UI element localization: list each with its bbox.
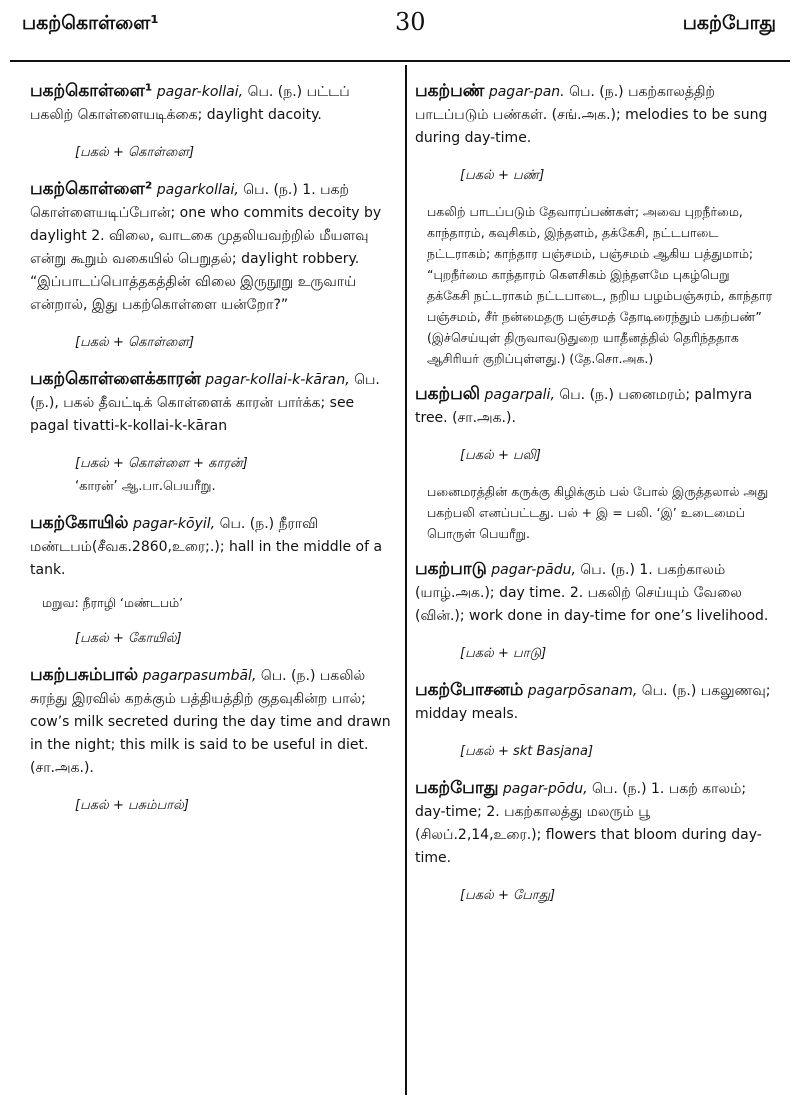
- definition: பெ. (ந.) பகற்காலத்திற் பாடப்படும் பண்கள். (சங்.அக.); melodies to be sung during day-time.: [415, 84, 768, 146]
- entry: [415, 558, 775, 665]
- transliteration: pagarpōsanam,: [527, 683, 638, 699]
- headword: பகற்பாடு: [415, 559, 487, 579]
- running-head-left: பகற்கொள்ளை¹: [22, 12, 159, 34]
- transliteration: pagarkollai,: [156, 182, 239, 198]
- definition: பெ. (ந.) 1. பகற் காலம்; day-time; 2. பகற்காலத்து மலரும் பூ (சிலப்.2,14,உரை.); flowers that bloom during day-time.: [415, 781, 762, 866]
- transliteration: pagar-kōyil,: [132, 516, 216, 532]
- definition: பெ. (ந.) பகலுணவு; midday meals.: [415, 683, 771, 722]
- page-header: [0, 0, 800, 62]
- transliteration: pagarpasumbāl,: [142, 668, 257, 684]
- headword: பகற்கொள்ளைக்காரன்: [30, 369, 201, 389]
- etymology: [பகல் + போது]: [460, 888, 556, 903]
- running-head-right: பகற்போது: [682, 12, 776, 34]
- headword: பகற்பலி: [415, 384, 481, 404]
- etymology: [75, 452, 395, 498]
- entry: [30, 178, 395, 354]
- header-rule: [10, 60, 790, 62]
- transliteration: pagar-kollai,: [156, 84, 244, 100]
- definition: பெ. (ந.) நீராவி மண்டபம்(சீவக.2860,உரை;.); hall in the middle of a tank.: [30, 516, 383, 578]
- explanatory-note: பகலிற் பாடப்படும் தேவாரப்பண்கள்; அவை புறநீர்மை, காந்தாரம், கவுசிகம், இந்தளம், தக்கேசி, நட்டபாடை நட்டராகம்; காந்தார பஞ்சமம், பஞ்சமம் ஆகிய பத்துமாம்; “புறநீர்மை காந்தாரம் கௌசிகம் இந்தளமே புகழ்பெறு தக்கேசி நட்டராகம் நட்டபாடை, நறிய பழம்பஞ்சுரம், காந்தார பஞ்சமம், சீர் நன்மைதரு பஞ்சமத் தோடிரைந்தும் பகற்பண்” (இச்செய்யுள் திருவாவடுதுறை யாதீனத்தில் தெரிந்ததாக ஆசிரியர் குறிப்புள்ளது.) (தே.சொ.அக.): [427, 204, 773, 366]
- entry: [30, 80, 395, 164]
- etymology: [பகல் + skt Basjana]: [460, 744, 594, 759]
- definition: பெ. (ந.) பட்டப் பகலிற் கொள்ளையடிக்கை; daylight dacoity.: [30, 84, 350, 123]
- transliteration: pagarpali,: [484, 387, 555, 403]
- right-column: [415, 80, 775, 921]
- definition: பெ. (ந.) பகலில் சுரந்து இரவில் கறக்கும் பத்தியத்திற் குதவுகின்ற பால்; cow’s milk secreted during the day time and drawn in the night; this milk is said to be useful in diet. (சா.அக.).: [30, 668, 391, 776]
- page-number: 30: [395, 8, 426, 36]
- explanatory-note: பனைமரத்தின் கருக்கு கிழிக்கும் பல் போல் இருத்தலால் அது பகற்பலி எனப்பட்டது. பல் + இ = பலி. ‘இ’ உடைமைப் பொருள் பெயரீறு.: [427, 484, 769, 541]
- transliteration: pagar-pādu,: [491, 562, 576, 578]
- definition: பெ. (ந.) 1. பகற்காலம் (யாழ்.அக.); day time. 2. பகலிற் செய்யும் வேலை (வின்.); work done in day-time for one’s livelihood.: [415, 562, 769, 624]
- headword: பகற்பண்: [415, 81, 485, 101]
- etymology: [பகல் + பசும்பால்]: [75, 798, 189, 813]
- definition: பெ. (ந.), பகல் தீவட்டிக் கொள்ளைக் காரன் பார்க்க; see pagal tivatti-k-kollai-k-kāran: [30, 372, 380, 434]
- entry: [415, 80, 775, 369]
- definition: பெ. (ந.) 1. பகற் கொள்ளையடிப்போன்; one who commits decoity by daylight 2. விலை, வாடகை முதலியவற்றில் மீயளவு என்று கூறும் வகையில் பெறுதல்; daylight robbery. “இப்பாடப்பொத்தகத்தின் விலை இருநூறு உருவாய் என்றால், இது பகற்கொள்ளை யன்றோ?”: [30, 182, 382, 313]
- etymology-formula: [பகல் + கொள்ளை + காரன்]: [75, 456, 248, 471]
- headword: பகற்பசும்பால்: [30, 665, 139, 685]
- variant-note: மறுவ: நீராழி ‘மண்டபம்’: [42, 595, 184, 610]
- entry: [30, 512, 395, 650]
- entry: [30, 664, 395, 817]
- left-column: [30, 80, 395, 831]
- headword: பகற்கொள்ளை²: [30, 179, 153, 199]
- headword: பகற்கொள்ளை¹: [30, 81, 153, 101]
- etymology: [பகல் + பண்]: [460, 168, 545, 183]
- etymology: [பகல் + பலி]: [460, 448, 541, 463]
- etymology: [பகல் + கோயில்]: [75, 631, 182, 646]
- definition: பெ. (ந.) பனைமரம்; palmyra tree. (சா.அக.).: [415, 387, 753, 426]
- headword: பகற்போசனம்: [415, 680, 524, 700]
- etymology: [பகல் + கொள்ளை]: [75, 145, 195, 160]
- etymology: [பகல் + பாடு]: [460, 646, 547, 661]
- column-divider: [405, 65, 407, 1095]
- etymology-note: ‘காரன்’ ஆ.பா.பெயரீறு.: [75, 479, 216, 494]
- transliteration: pagar-pan.: [488, 84, 565, 100]
- etymology: [பகல் + கொள்ளை]: [75, 335, 195, 350]
- headword: பகற்கோயில்: [30, 513, 129, 533]
- transliteration: pagar-pōdu,: [502, 781, 588, 797]
- entry: [30, 368, 395, 498]
- entry: [415, 679, 775, 763]
- headword: பகற்போது: [415, 778, 499, 798]
- entry: [415, 383, 775, 544]
- transliteration: pagar-kollai-k-kāran,: [205, 372, 350, 388]
- entry: [415, 777, 775, 907]
